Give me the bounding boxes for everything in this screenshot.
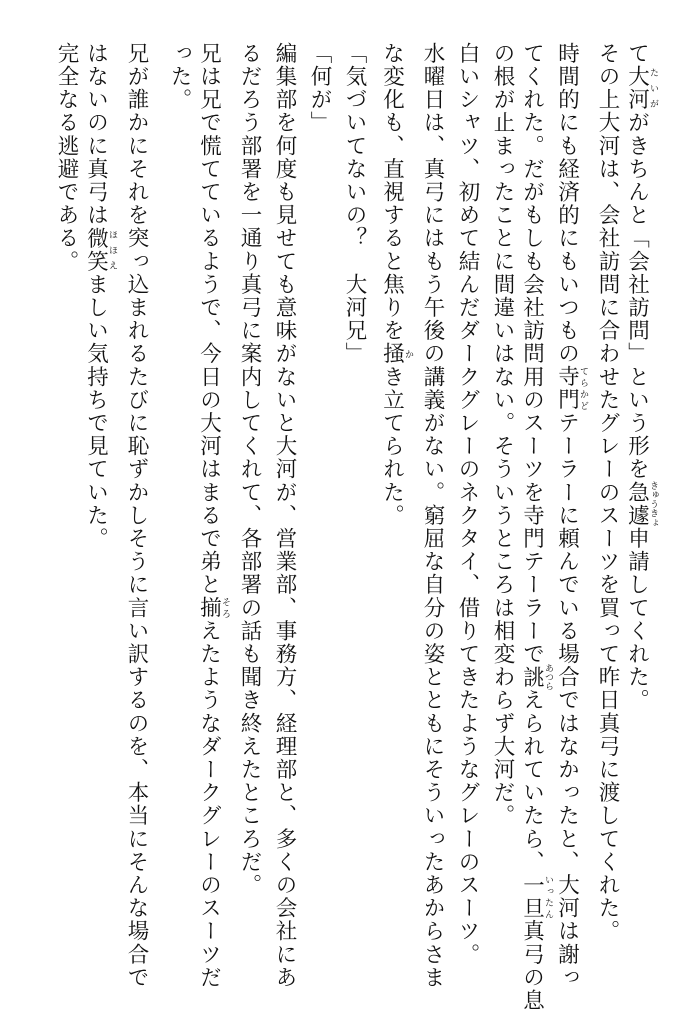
ruby-ka-group: 掻か — [379, 342, 413, 366]
text-line-6: 白いシャツ、初めて結んだダークグレーのネクタイ、借りてきたようなグレーのスーツ。 — [455, 42, 480, 966]
text-line-14: った。 — [167, 42, 192, 112]
ruby-ittan-group: 一旦いったん — [519, 873, 553, 920]
text-line-8: な変化も、直視すると焦りを掻かき立てられた。 — [379, 42, 413, 528]
ruby-atsura: あつら — [543, 663, 553, 691]
ruby-kyuukyo-group: 急遽きゅうきょ — [624, 480, 658, 528]
ruby-terakado-group: 寺門てらかど — [554, 365, 588, 412]
text-line-1: て大河たいががきちんと「会社訪問」という形を急遽きゅうきょ申請してくれた。 — [624, 42, 658, 712]
text-line-2: その上大河は、会社訪問に合わせたグレーのスーツを買って昨日真弓に渡してくれた。 — [595, 42, 620, 943]
ruby-soro: そろ — [220, 596, 230, 620]
ruby-taiga-group: 大河たいが — [624, 65, 658, 112]
text-line-17: 完全なる逃避である。 — [54, 42, 79, 273]
text-line-12: るだろう部署を一通り真弓に案内してくれて、各部署の話も聞き終えたところだ。 — [237, 42, 262, 897]
text-line-9: 「気づいてないの？ 大河兄」 — [342, 42, 367, 366]
ruby-hoho: ほほえ — [107, 226, 117, 273]
text-line-15: 兄が誰かにそれを突っ込まれるたびに恥ずかしそうに言い訳するのを、本当にそんな場合で — [124, 42, 149, 990]
text-line-5: の根が止まったことに間違いはない。そういうところは相変わらず大河だ。 — [490, 42, 515, 828]
text-line-7: 水曜日は、真弓にはもう午後の講義がない。窮屈な自分の姿とともにそういったあからさま — [420, 42, 445, 990]
ruby-soro-group: 揃そろ — [196, 596, 230, 620]
ruby-hoho-group: 微笑ほほえ — [83, 226, 117, 274]
ruby-ka: か — [403, 342, 413, 366]
text-line-13: 兄は兄で慌てているようで、今日の大河はまるで弟と揃そろえたようなダークグレーのスーツだ — [196, 42, 230, 990]
ruby-atsura-group: 誂あつら — [519, 663, 553, 691]
text-line-10: 「何が」 — [307, 42, 332, 135]
text-line-11: 編集部を何度も見せても意味がないと大河が、営業部、事務方、経理部と、多くの会社にあ — [272, 42, 297, 990]
text-line-4: てくれた。だがもしも会社訪問用のスーツを寺門テーラーで誂あつらえられていたら、一旦いったん真弓の息 — [519, 42, 553, 1013]
text-line-3: 時間的にも経済的にもいつもの寺門てらかどテーラーに頼んでいる場合ではなかったと、大河は謝っ — [554, 42, 588, 990]
ruby-terakado: てらかど — [578, 365, 588, 412]
ruby-ittan: いったん — [543, 873, 553, 920]
ruby-kyuukyo: きゅうきょ — [648, 480, 658, 528]
ruby-taiga: たいが — [648, 65, 658, 112]
text-line-16: はないのに真弓は微笑ほほえましい気持ちで見ていた。 — [83, 42, 117, 551]
